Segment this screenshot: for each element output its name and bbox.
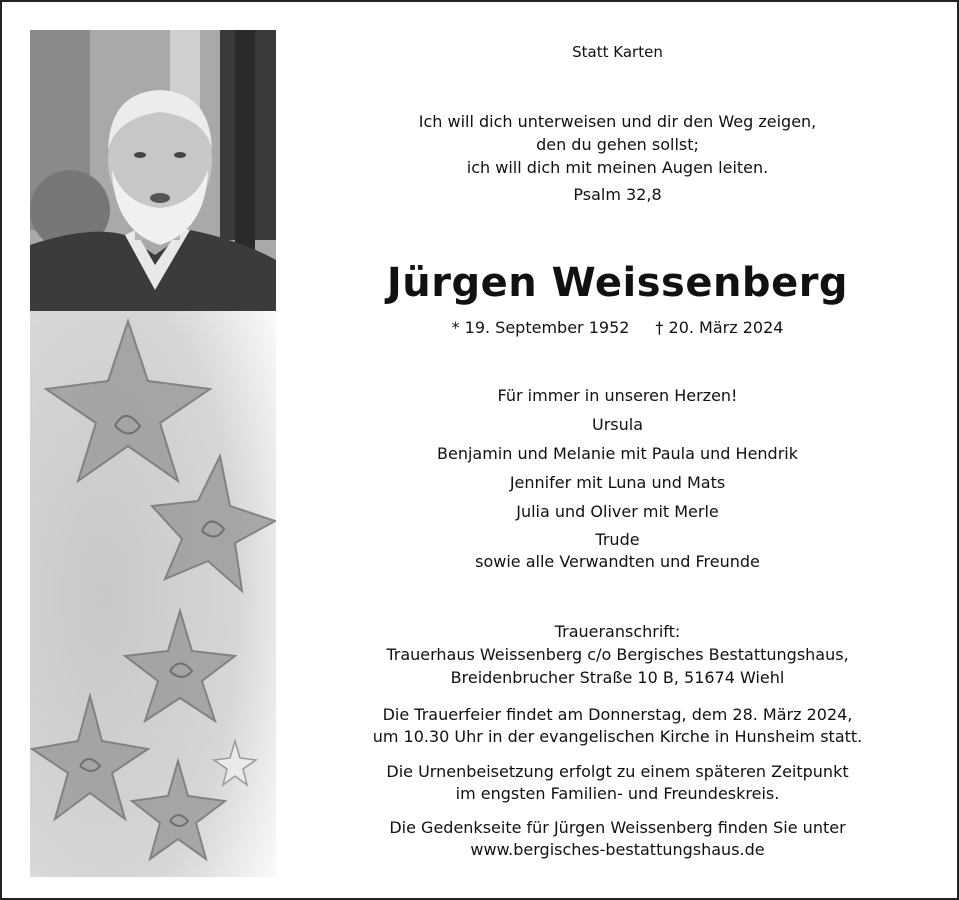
birth-date: * 19. September 1952 xyxy=(451,318,630,337)
death-date: † 20. März 2024 xyxy=(655,318,784,337)
mourners-intro: Für immer in unseren Herzen! xyxy=(497,386,738,405)
address-line-1: Trauerhaus Weissenberg c/o Bergisches Bestattungshaus, xyxy=(386,645,849,664)
ceremony-line-1: Die Trauerfeier findet am Donnerstag, dem 28. März 2024, xyxy=(382,705,853,724)
mourner-name: Benjamin und Melanie mit Paula und Hendrik xyxy=(437,444,798,463)
stars-illustration xyxy=(30,311,276,877)
verse-reference: Psalm 32,8 xyxy=(573,185,662,204)
decorative-stars-image xyxy=(30,311,276,877)
deceased-name: Jürgen Weissenberg xyxy=(386,260,849,306)
burial-line-1: Die Urnenbeisetzung erfolgt zu einem späteren Zeitpunkt xyxy=(386,762,849,781)
statt-karten: Statt Karten xyxy=(572,43,663,61)
mourner-name: Julia und Oliver mit Merle xyxy=(516,502,719,521)
address-line-2: Breidenbrucher Straße 10 B, 51674 Wiehl xyxy=(450,668,785,687)
address-label: Traueranschrift: xyxy=(554,622,681,641)
portrait-photo xyxy=(30,30,276,311)
verse-line-2: den du gehen sollst; xyxy=(536,135,699,154)
ceremony-line-2: um 10.30 Uhr in der evangelischen Kirche in Hunsheim statt. xyxy=(372,727,863,746)
memorial-line: Die Gedenkseite für Jürgen Weissenberg finden Sie unter xyxy=(389,818,846,837)
life-dates xyxy=(280,318,955,338)
mourners-closing: sowie alle Verwandten und Freunde xyxy=(475,552,760,571)
portrait-illustration xyxy=(30,30,276,311)
burial-line-2: im engsten Familien- und Freundeskreis. xyxy=(455,784,780,803)
mourner-name: Trude xyxy=(595,530,640,549)
mourner-name: Ursula xyxy=(591,415,643,434)
memorial-url[interactable]: www.bergisches-bestattungshaus.de xyxy=(470,840,765,859)
mourner-name: Jennifer mit Luna und Mats xyxy=(509,473,726,492)
verse-line-1: Ich will dich unterweisen und dir den Weg zeigen, xyxy=(418,112,817,131)
verse-line-3: ich will dich mit meinen Augen leiten. xyxy=(466,158,769,177)
